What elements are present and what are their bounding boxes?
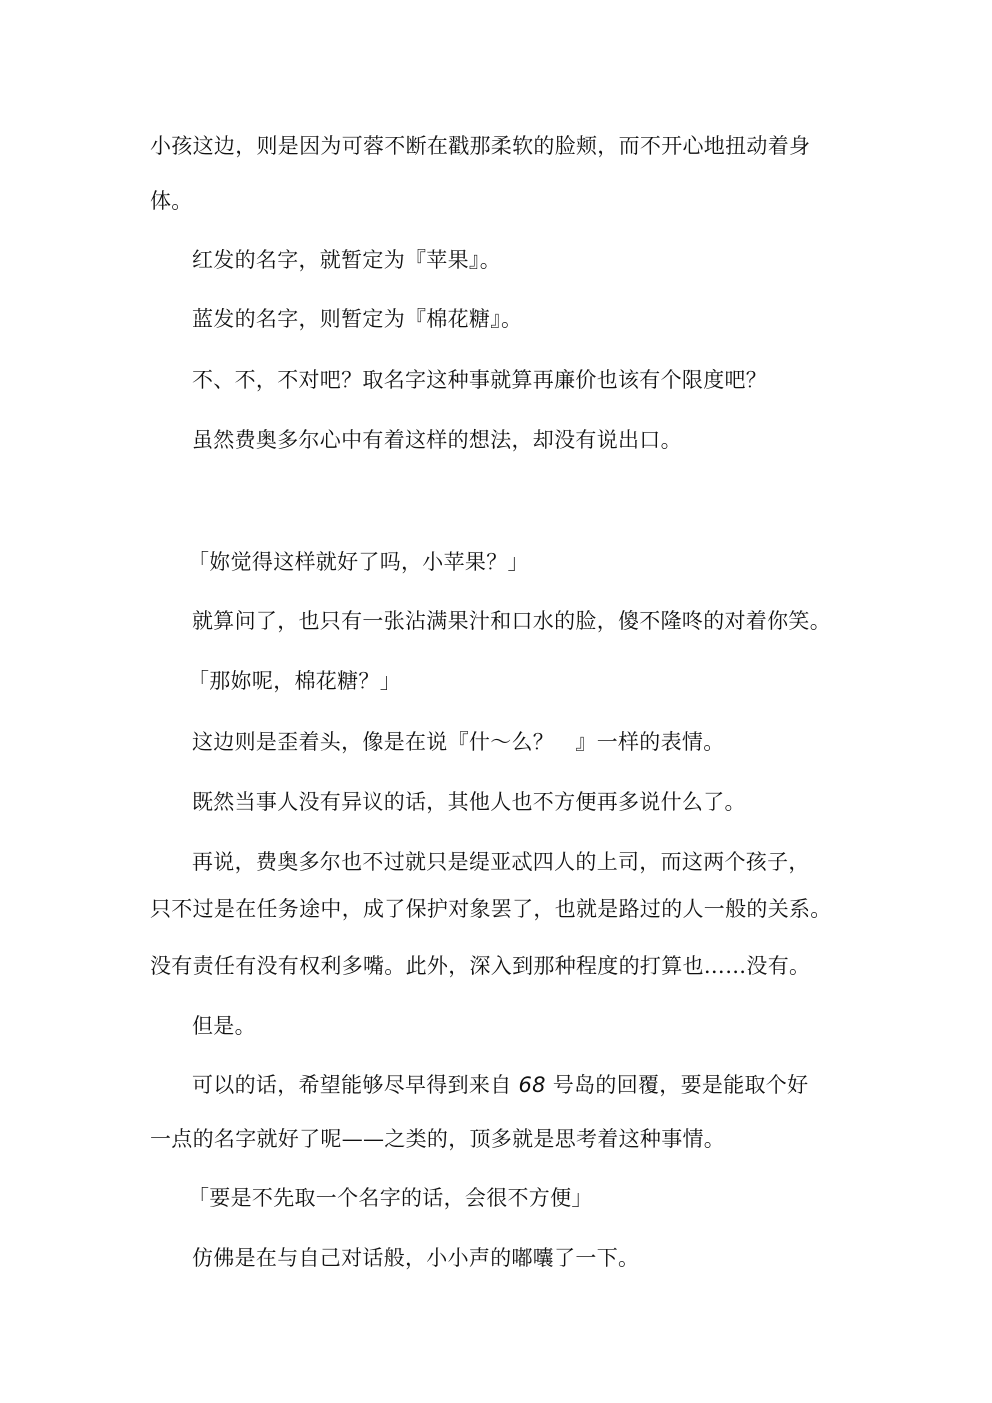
paragraph-11-line-1 [150,1056,850,1114]
paragraph-9-line-3: 没有责任有没有权利多嘴。此外，深入到那种程度的打算也……没有。 [150,954,811,978]
paragraph-11-text-after: 号岛的回覆，要是能取个好 [552,1073,809,1097]
paragraph-2: 红发的名字，就暂定为『苹果』。 [192,248,501,272]
paragraph-7: 这边则是歪着头，像是在说『什～么？ 』一样的表情。 [192,730,725,754]
paragraph-8: 既然当事人没有异议的话，其他人也不方便再多说什么了。 [192,790,746,814]
dialogue-3: 「要是不先取一个名字的话，会很不方便」 [188,1186,593,1210]
paragraph-11-line-2: 一点的名字就好了呢——之类的，顶多就是思考着这种事情。 [150,1127,726,1151]
island-number: 68 [518,1073,546,1097]
paragraph-10: 但是。 [192,1014,256,1038]
paragraph-1-line-2: 体。 [150,189,193,213]
paragraph-6: 就算问了，也只有一张沾满果汁和口水的脸，傻不隆咚的对着你笑。 [192,609,831,633]
paragraph-9-line-2: 只不过是在任务途中，成了保护对象罢了，也就是路过的人一般的关系。 [150,897,832,921]
paragraph-4: 不、不，不对吧？取名字这种事就算再廉价也该有个限度吧？ [192,368,768,392]
dialogue-1: 「妳觉得这样就好了吗，小苹果？」 [188,550,529,574]
paragraph-11-text-before: 可以的话，希望能够尽早得到来自 [192,1073,512,1097]
paragraph-9-line-1: 再说，费奥多尔也不过就只是缇亚忒四人的上司，而这两个孩子， [192,850,810,874]
dialogue-2: 「那妳呢，棉花糖？」 [188,669,401,693]
paragraph-3: 蓝发的名字，则暂定为『棉花糖』。 [192,307,523,331]
paragraph-1-line-1: 小孩这边，则是因为可蓉不断在戳那柔软的脸颊，而不开心地扭动着身 [150,134,811,158]
paragraph-5: 虽然费奥多尔心中有着这样的想法，却没有说出口。 [192,428,682,452]
paragraph-12: 仿佛是在与自己对话般，小小声的嘟囔了一下。 [192,1246,640,1270]
